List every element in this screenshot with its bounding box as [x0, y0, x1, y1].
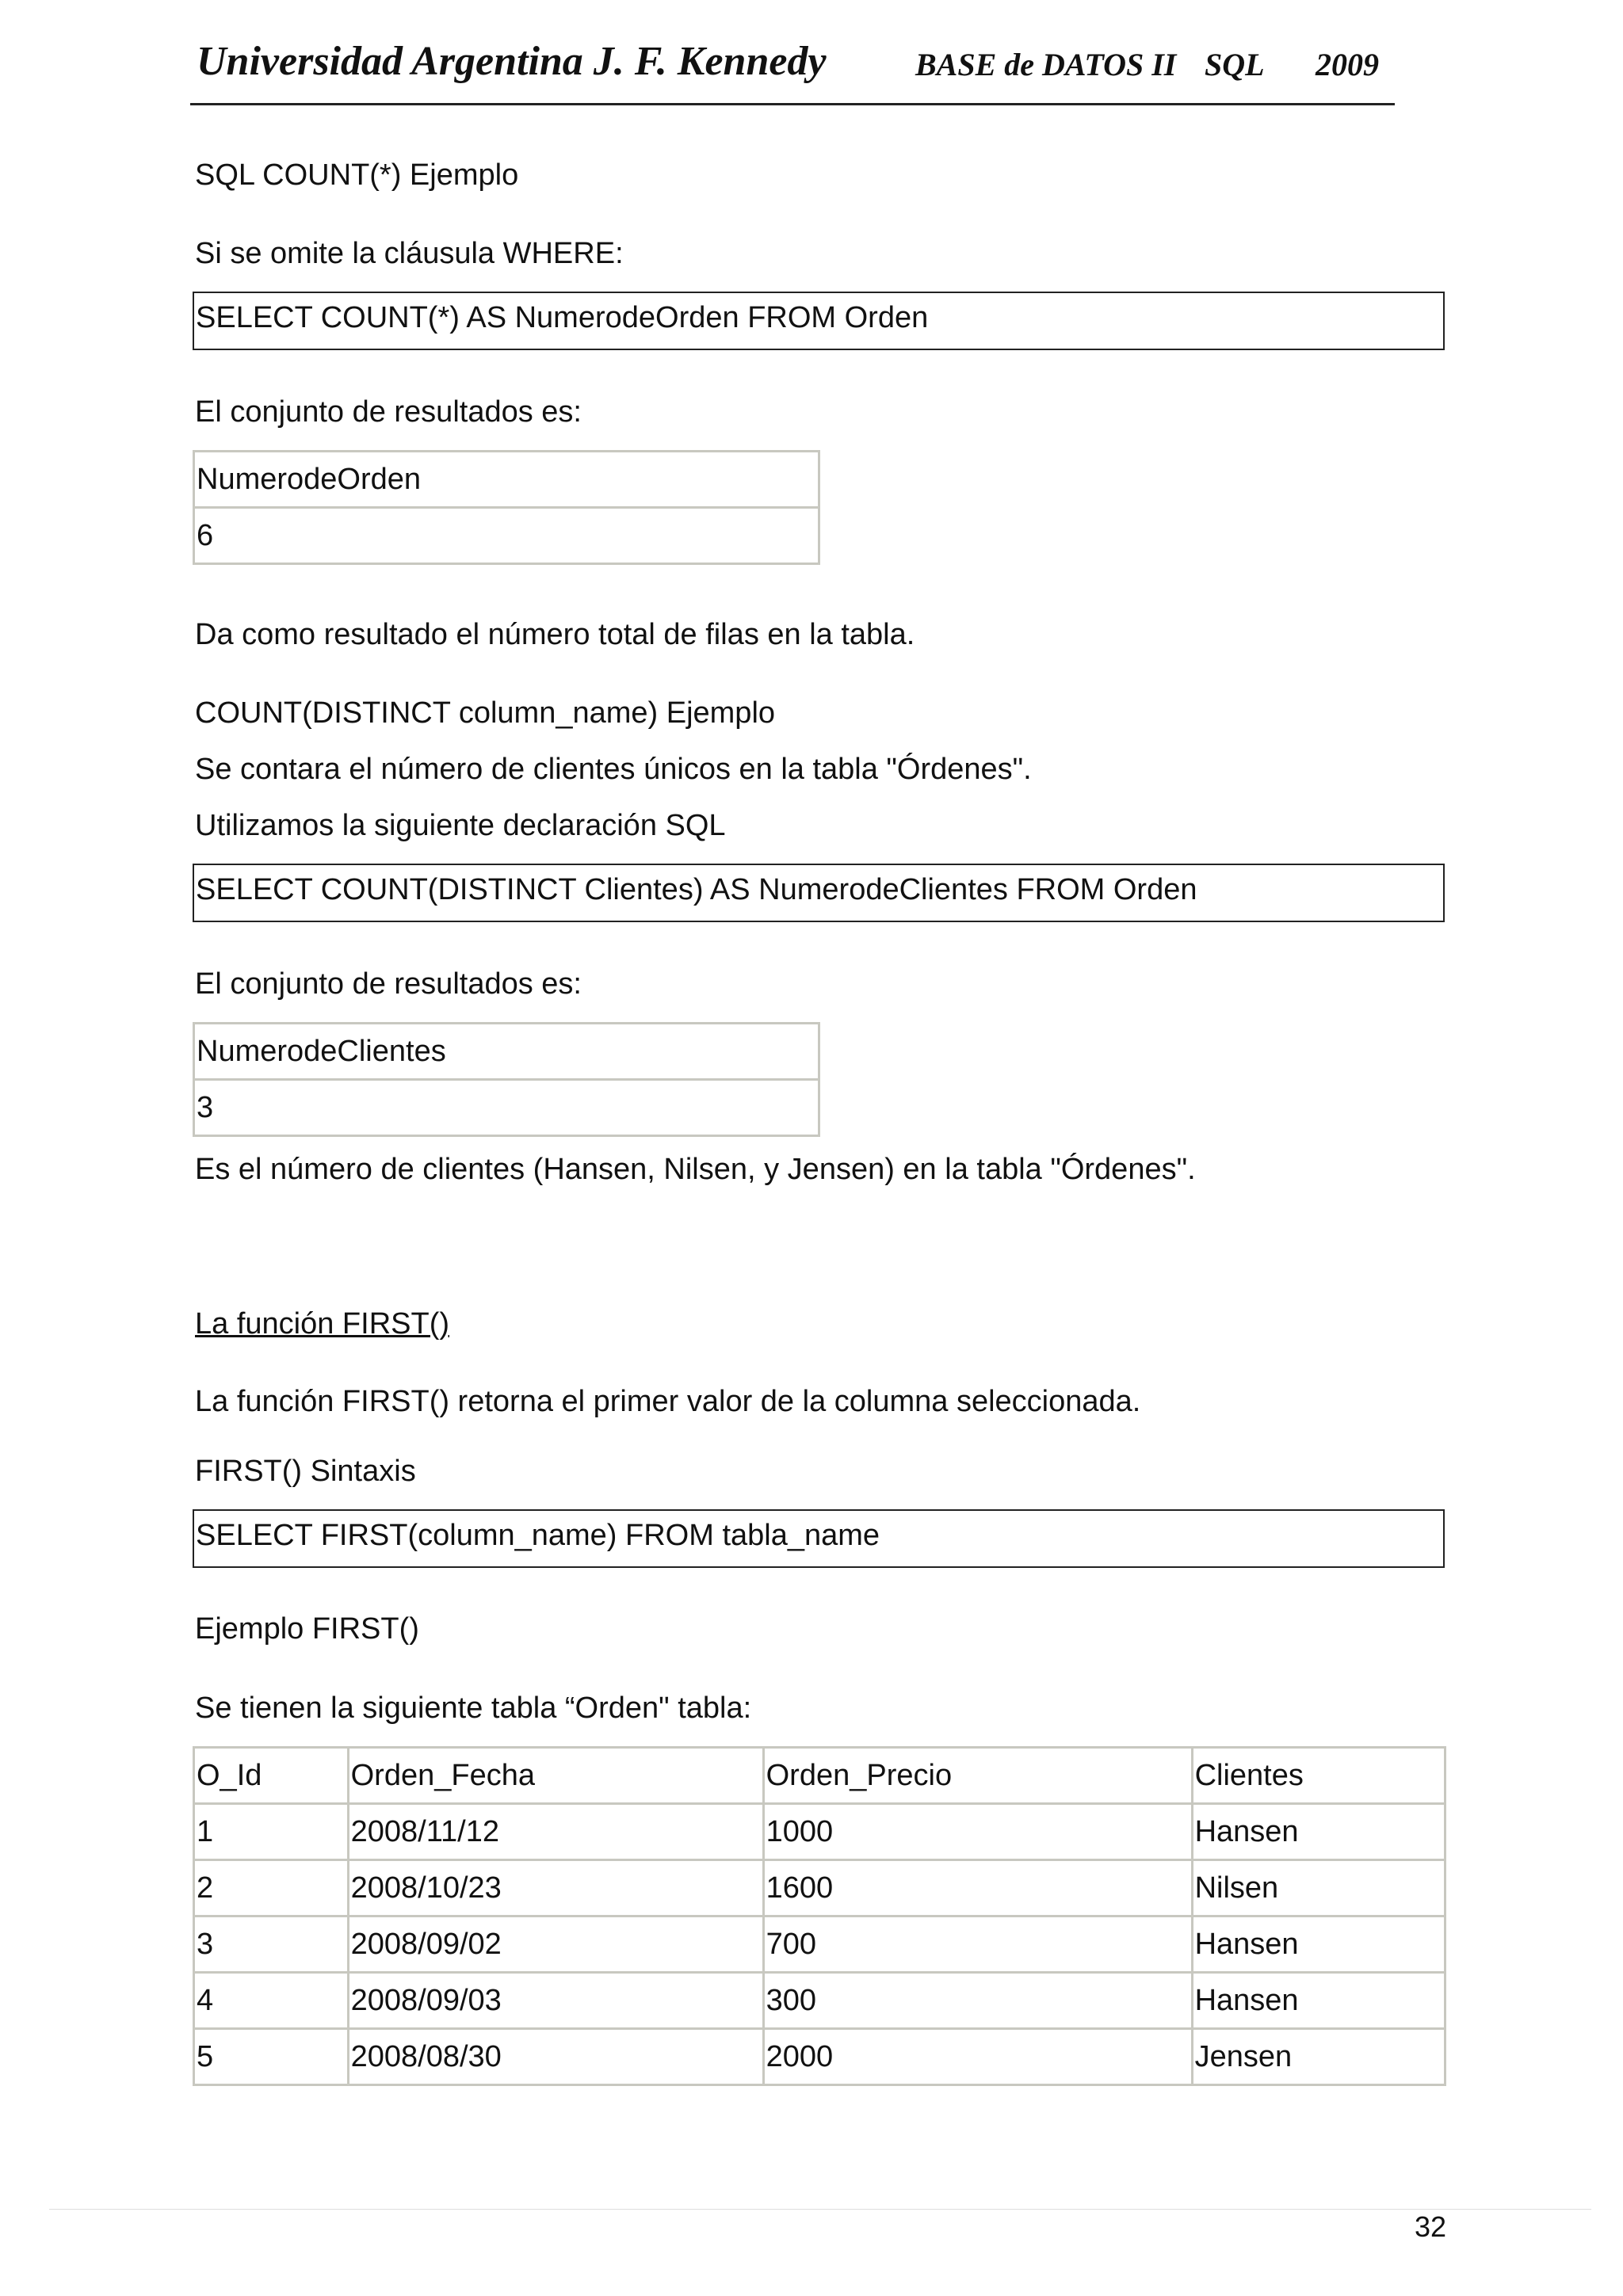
course-topic: SQL	[1205, 47, 1265, 82]
orders-table	[193, 1746, 1446, 2086]
count-distinct-line2: Utilizamos la siguiente declaración SQL	[195, 809, 726, 842]
cell-orden-fecha: 2008/10/23	[348, 1860, 763, 1917]
first-function-heading: La función FIRST()	[195, 1307, 449, 1341]
cell-orden-precio: 1600	[763, 1860, 1192, 1917]
table-row	[194, 1024, 819, 1080]
count-distinct-result-label: El conjunto de resultados es:	[195, 967, 582, 1001]
result-value: 6	[194, 508, 819, 564]
column-header: Clientes	[1192, 1748, 1445, 1804]
cell-clientes: Hansen	[1192, 1917, 1445, 1973]
table-row	[194, 1080, 819, 1136]
count-star-note: Da como resultado el número total de filas en la tabla.	[195, 618, 915, 651]
course-name: BASE de DATOS II	[915, 47, 1177, 82]
count-distinct-note: Es el número de clientes (Hansen, Nilsen, y Jensen) en la tabla "Órdenes".	[195, 1153, 1196, 1186]
result-value: 3	[194, 1080, 819, 1136]
table-row	[194, 2029, 1445, 2085]
count-star-intro: Si se omite la cláusula WHERE:	[195, 237, 624, 270]
table-row	[194, 452, 819, 508]
first-table-intro: Se tienen la siguiente tabla “Orden" tabla:	[195, 1691, 752, 1725]
first-syntax-query: SELECT FIRST(column_name) FROM tabla_name	[196, 1519, 880, 1552]
column-header: O_Id	[194, 1748, 349, 1804]
count-distinct-title: COUNT(DISTINCT column_name) Ejemplo	[195, 696, 776, 730]
table-header-row	[194, 1748, 1445, 1804]
page-number: 32	[1415, 2210, 1447, 2243]
count-distinct-query: SELECT COUNT(DISTINCT Clientes) AS NumerodeClientes FROM Orden	[196, 873, 1197, 906]
table-row	[194, 1860, 1445, 1917]
table-row	[194, 1804, 1445, 1860]
count-distinct-line1: Se contara el número de clientes únicos en la tabla "Órdenes".	[195, 753, 1032, 786]
first-syntax-query-box	[193, 1509, 1445, 1568]
cell-o-id: 3	[194, 1917, 349, 1973]
cell-o-id: 2	[194, 1860, 349, 1917]
cell-orden-fecha: 2008/09/03	[348, 1973, 763, 2029]
cell-orden-fecha: 2008/09/02	[348, 1917, 763, 1973]
result-header: NumerodeOrden	[194, 452, 819, 508]
first-syntax-title: FIRST() Sintaxis	[195, 1455, 416, 1488]
cell-o-id: 4	[194, 1973, 349, 2029]
column-header: Orden_Fecha	[348, 1748, 763, 1804]
cell-orden-precio: 700	[763, 1917, 1192, 1973]
cell-clientes: Jensen	[1192, 2029, 1445, 2085]
cell-clientes: Hansen	[1192, 1804, 1445, 1860]
table-row	[194, 1973, 1445, 2029]
result-header: NumerodeClientes	[194, 1024, 819, 1080]
first-function-description: La función FIRST() retorna el primer valor de la columna seleccionada.	[195, 1385, 1141, 1418]
cell-orden-fecha: 2008/08/30	[348, 2029, 763, 2085]
count-star-title: SQL COUNT(*) Ejemplo	[195, 158, 519, 192]
count-star-result-label: El conjunto de resultados es:	[195, 395, 582, 429]
cell-orden-precio: 300	[763, 1973, 1192, 2029]
table-row	[194, 1917, 1445, 1973]
cell-clientes: Hansen	[1192, 1973, 1445, 2029]
footer-divider	[49, 2209, 1591, 2210]
count-distinct-result-table	[193, 1022, 820, 1137]
cell-o-id: 5	[194, 2029, 349, 2085]
cell-orden-fecha: 2008/11/12	[348, 1804, 763, 1860]
count-distinct-query-box	[193, 864, 1445, 922]
column-header: Orden_Precio	[763, 1748, 1192, 1804]
table-row	[194, 508, 819, 564]
count-star-query: SELECT COUNT(*) AS NumerodeOrden FROM Orden	[196, 301, 929, 334]
cell-clientes: Nilsen	[1192, 1860, 1445, 1917]
first-example-title: Ejemplo FIRST()	[195, 1612, 419, 1646]
count-star-query-box	[193, 292, 1445, 350]
count-star-result-table	[193, 450, 820, 565]
university-name: Universidad Argentina J. F. Kennedy	[197, 39, 827, 84]
cell-o-id: 1	[194, 1804, 349, 1860]
page-header	[190, 33, 1395, 105]
course-year: 2009	[1316, 47, 1379, 82]
cell-orden-precio: 2000	[763, 2029, 1192, 2085]
cell-orden-precio: 1000	[763, 1804, 1192, 1860]
